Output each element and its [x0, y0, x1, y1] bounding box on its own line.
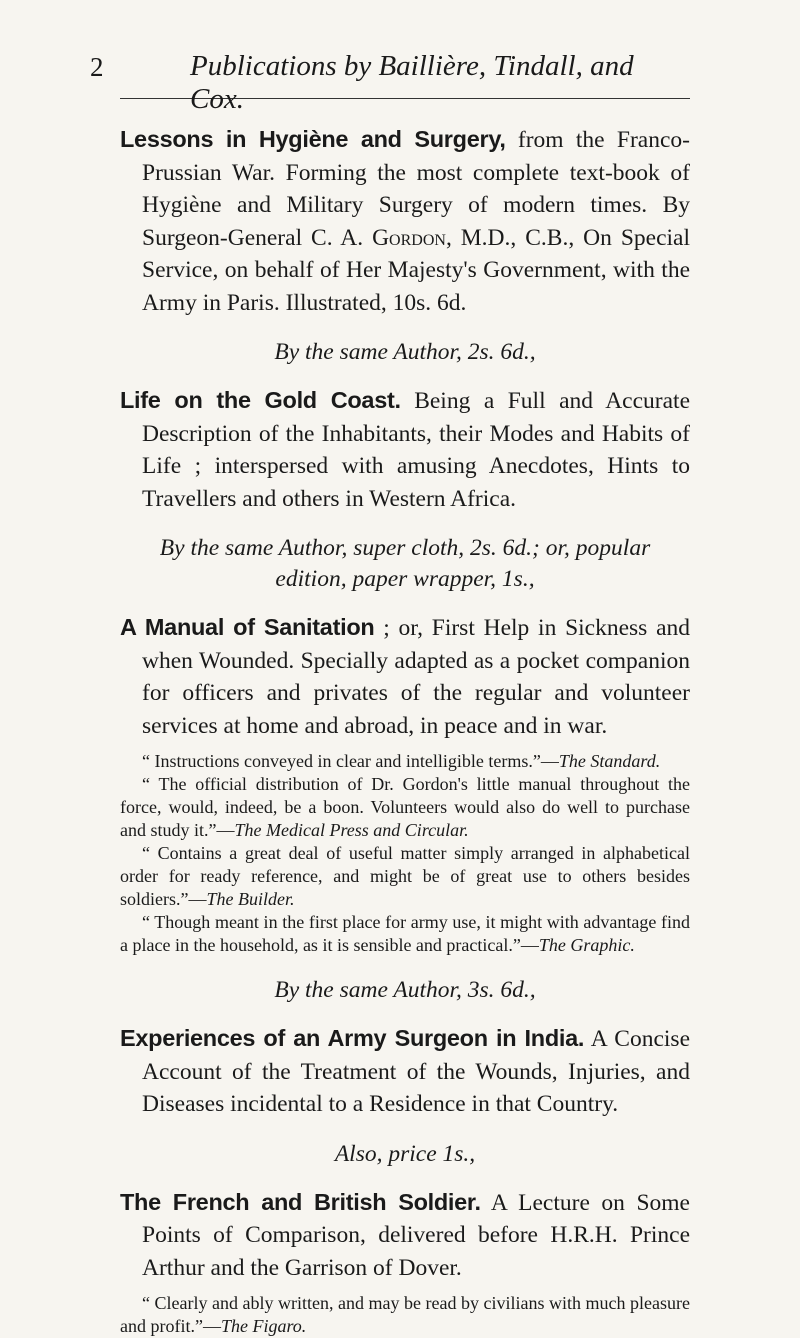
running-title: Publications by Baillière, Tindall, and Cox. — [190, 50, 634, 115]
publication-entry-hygiene — [120, 123, 690, 319]
publication-description: Being a Full and Accurate Description of the Inhabitants, their Modes and Habits of Life ; interspersed with amusing Anecdotes, Hints to Travellers and others in Western Africa. — [142, 388, 690, 512]
quote-source: The Standard. — [558, 751, 661, 771]
author-name: Gordon, M.D., C.B., — [372, 224, 575, 251]
publication-title: Life on the Gold Coast. — [120, 387, 401, 413]
press-quote — [120, 1292, 690, 1338]
price-note: By the same Author, super cloth, 2s. 6d.; or, popular edition, paper wrapper, 1s., — [159, 535, 651, 592]
publication-title: The French and British Soldier. — [120, 1188, 481, 1215]
quote-text: “ Instructions conveyed in clear and intelligible terms.”— — [142, 751, 559, 771]
quote-source: The Figaro. — [220, 1316, 307, 1336]
quote-text: “ Though meant in the first place for army use, it might with advantage find a place in the household, as it is sensible and practical.”— — [120, 912, 690, 955]
press-quotes — [120, 1292, 690, 1338]
page-number: 2 — [90, 52, 104, 82]
publication-description: A Lecture on Some Points of Comparison, delivered before H.R.H. Prince Arthur and the Garrison of Dover. — [142, 1189, 690, 1281]
quote-text: “ The official distribution of Dr. Gordon's little manual throughout the force, would, indeed, be a boon. Volunteers would also do well to purchase and study it.”— — [120, 774, 690, 840]
publication-description: from the Franco-Prussian War. Forming the most complete text-book of Hygiène and Military Surgery of modern times. By Surgeon-General C. A. — [142, 127, 690, 251]
press-quote — [120, 842, 690, 911]
quote-text: “ Clearly and ably written, and may be read by civilians with much pleasure and profit.”— — [120, 1293, 690, 1336]
press-quote — [120, 911, 690, 957]
publication-title: Experiences of an Army Surgeon in India. — [120, 1025, 585, 1051]
publication-entry-gold-coast — [120, 384, 690, 515]
page-header — [90, 50, 690, 115]
price-note: By the same Author, 3s. 6d., — [274, 977, 536, 1003]
publication-entry-french-british-soldier — [120, 1186, 690, 1285]
publication-entry-army-surgeon — [120, 1022, 690, 1121]
quote-source: The Graphic. — [538, 935, 635, 955]
publication-description-cont: On Special Service, on behalf of Her Majesty's Government, with the Army in Paris. Illustrated, 10s. 6d. — [142, 224, 691, 316]
publication-title: A Manual of Sanitation — [120, 614, 375, 640]
quote-text: “ Contains a great deal of useful matter simply arranged in alphabetical order for ready reference, and might be of great use to others besides soldiers.”— — [120, 843, 690, 909]
publication-entry-sanitation — [120, 611, 690, 742]
publication-description: ; or, First Help in Sickness and when Wounded. Specially adapted as a pocket companion for officers and privates of the regular and volunteer services at home and abroad, in peace and in war. — [142, 615, 691, 739]
publication-title: Lessons in Hygiène and Surgery, — [120, 126, 506, 152]
publication-list — [120, 123, 690, 1338]
price-note: By the same Author, 2s. 6d., — [274, 339, 536, 365]
press-quote — [120, 773, 690, 842]
quote-source: The Builder. — [206, 889, 295, 909]
publication-description: A Concise Account of the Treatment of the Wounds, Injuries, and Diseases incidental to a Residence in that Country. — [142, 1026, 690, 1117]
press-quotes — [120, 750, 690, 957]
price-note: Also, price 1s., — [334, 1140, 476, 1167]
press-quote — [120, 750, 690, 773]
quote-source: The Medical Press and Circular. — [234, 820, 469, 840]
